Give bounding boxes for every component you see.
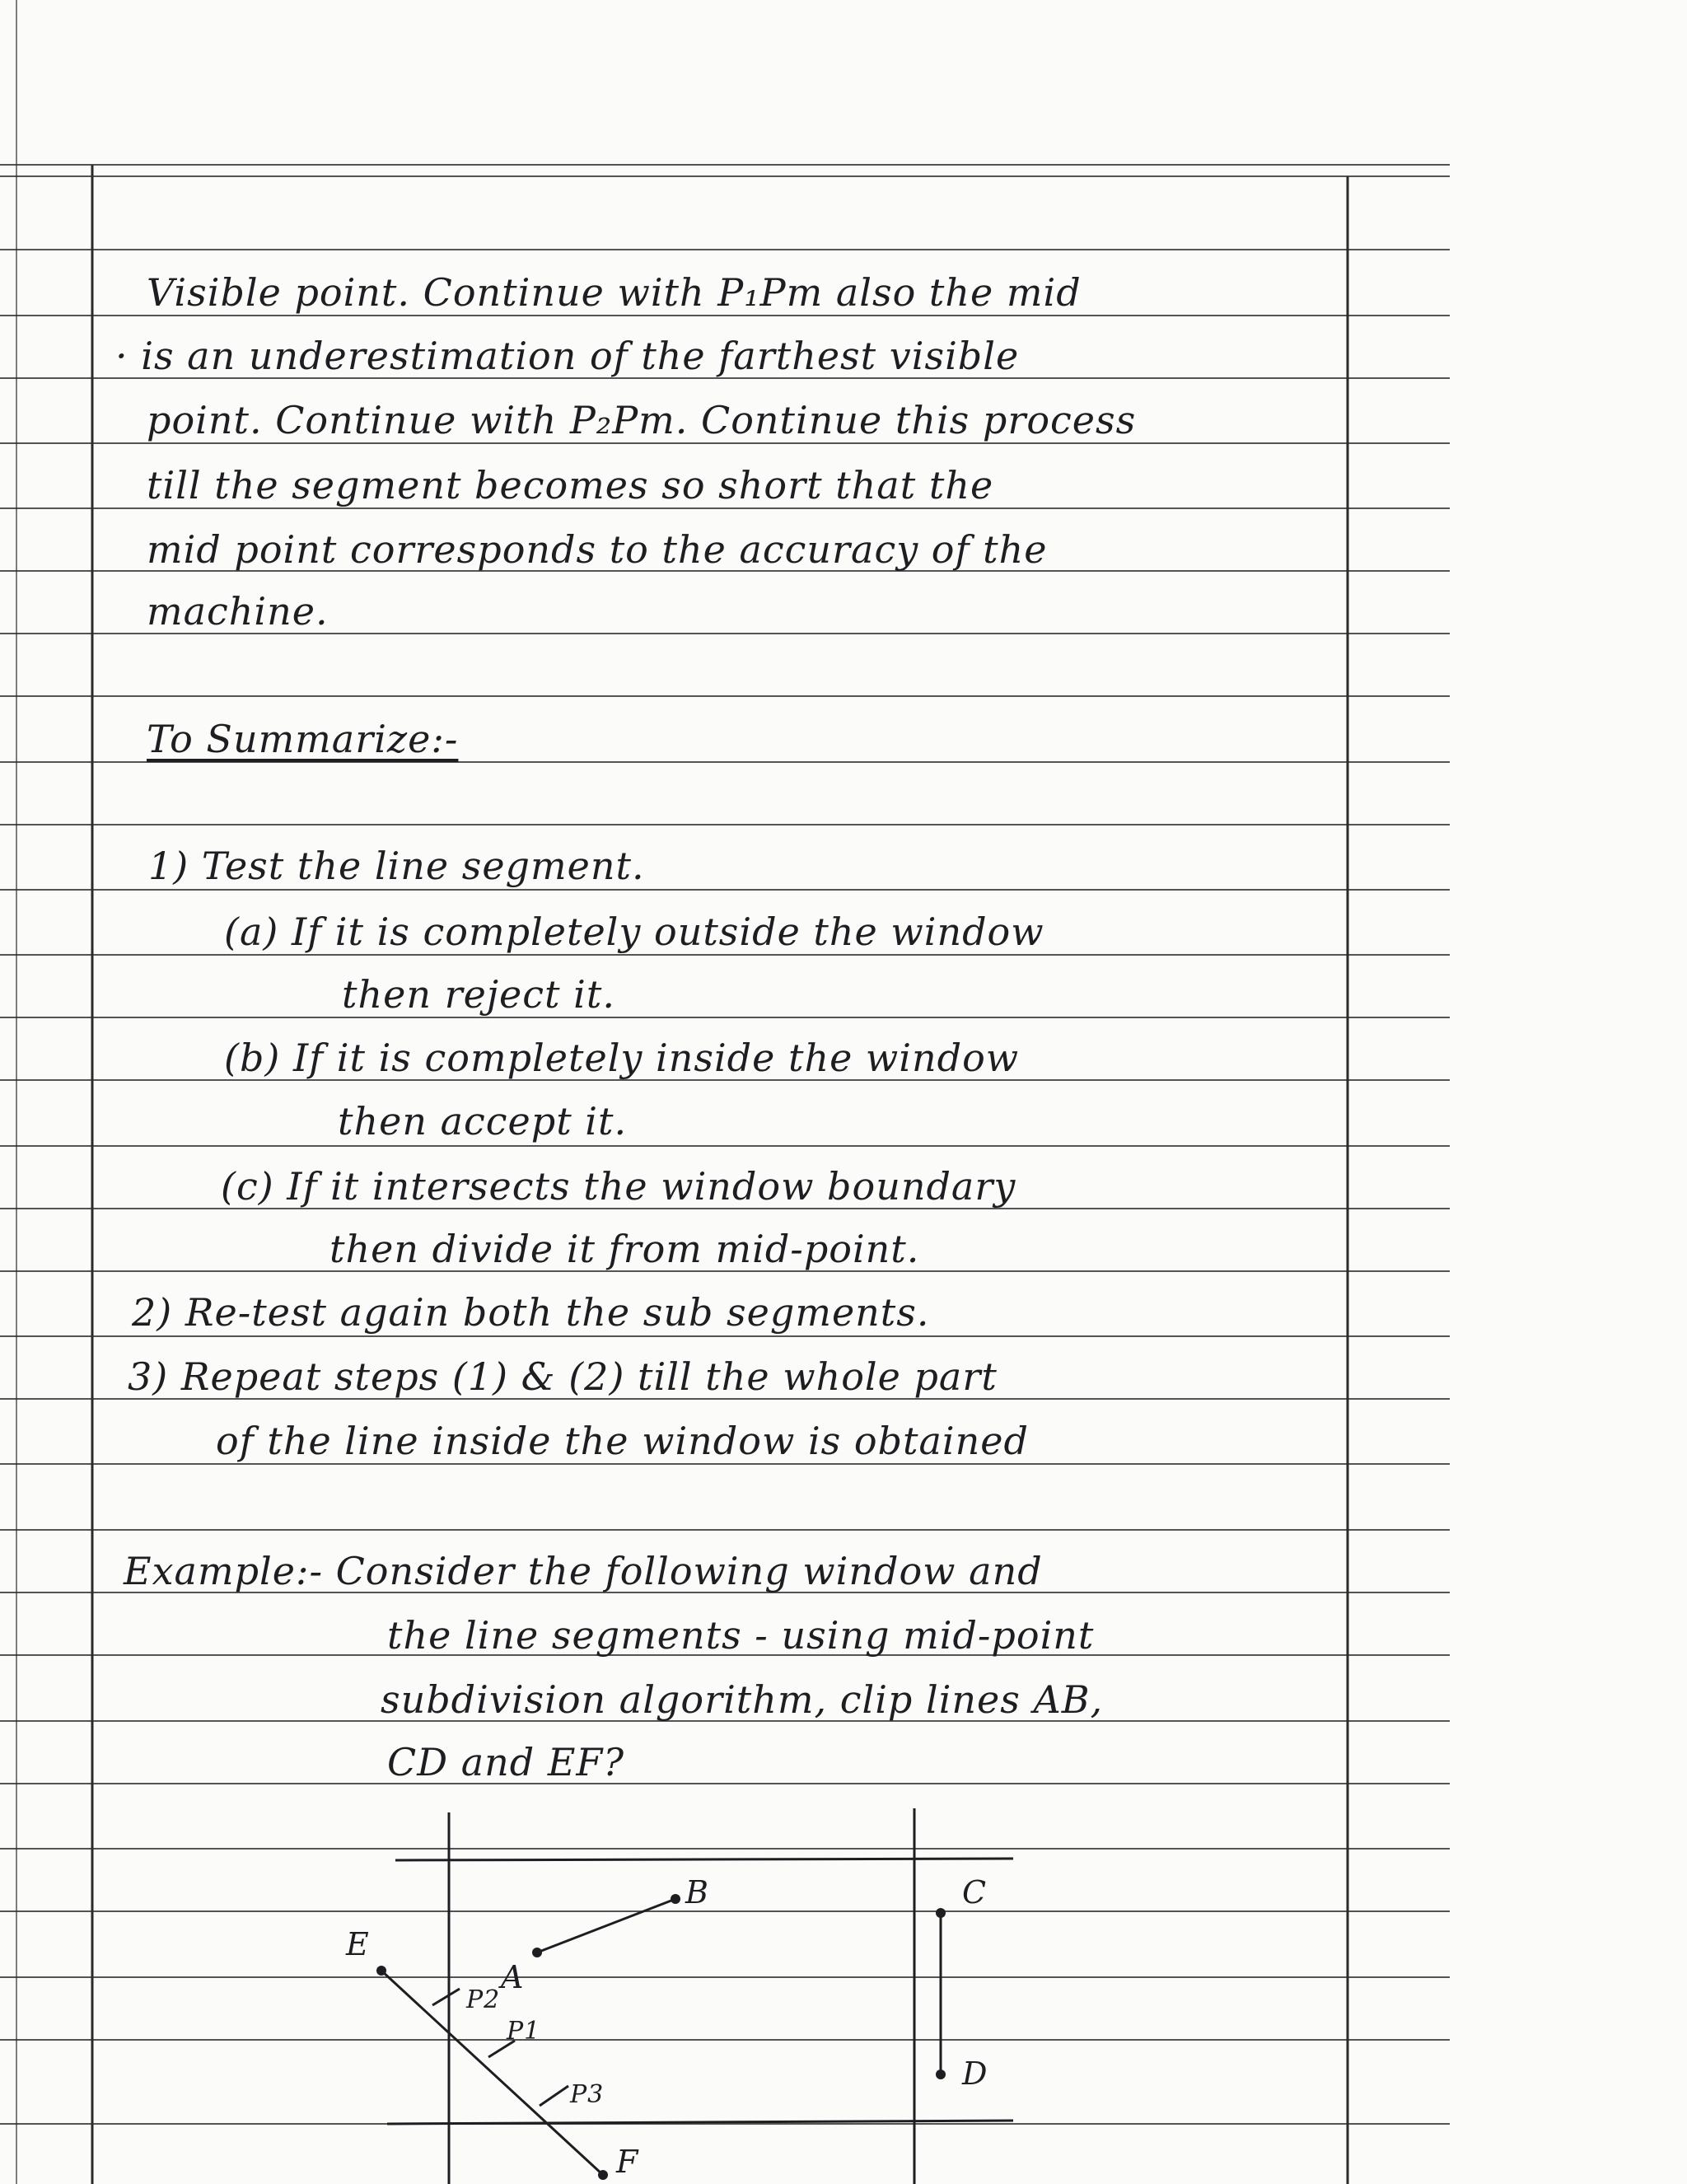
step-1a-cont: then reject it. [342,972,615,1017]
label-a: A [501,1959,525,1995]
step-1b-cont: then accept it. [338,1099,628,1143]
step-3-cont: of the line inside the window is obtained [216,1419,1029,1463]
example-line-3: subdivision algorithm, clip lines AB, [381,1677,1104,1722]
point-e [376,1966,386,1976]
paragraph-line-5: mid point corresponds to the accuracy of the [147,527,1048,572]
step-2: 2) Re-test again both the sub segments. [132,1290,930,1335]
segment-ab [537,1899,675,1953]
label-p2: P2 [466,1985,501,2014]
label-p3: P3 [570,2080,605,2109]
label-e: E [346,1926,370,1962]
paragraph-line-3: point. Continue with P₂Pm. Continue this process [147,398,1137,442]
paragraph-line-6: machine. [147,589,329,634]
paragraph-line-4: till the segment becomes so short that the [147,463,994,507]
step-1c-cont: then divide it from mid-point. [329,1227,920,1271]
step-3: 3) Repeat steps (1) & (2) till the whole part [128,1354,998,1399]
paragraph-line-1: Visible point. Continue with P₁Pm also the mid [147,270,1082,315]
example-line-4: CD and EF? [387,1740,624,1784]
tick-p3 [540,2086,568,2106]
summary-heading: To Summarize:- [147,717,459,761]
point-c [936,1908,946,1918]
step-1a: (a) If it is completely outside the window [224,910,1044,954]
label-p1: P1 [507,2017,541,2046]
point-b [671,1894,680,1904]
label-d: D [962,2055,988,2092]
label-b: B [685,1874,709,1910]
point-a [532,1948,542,1957]
window-bottom-edge [387,2121,1013,2124]
tick-p2 [432,1989,460,2005]
step-1b: (b) If it is completely inside the window [224,1036,1020,1080]
point-f [598,2170,608,2180]
example-line-2: the line segments - using mid-point [387,1613,1095,1658]
step-1: 1) Test the line segment. [148,844,645,888]
label-f: F [616,2144,639,2180]
step-1c: (c) If it intersects the window boundary [221,1164,1016,1209]
example-line-1: Example:- Consider the following window and [124,1549,1043,1593]
window-top-edge [395,1859,1013,1860]
point-d [936,2069,946,2079]
label-c: C [962,1874,988,1910]
paragraph-line-2: · is an underestimation of the farthest visible [115,334,1020,378]
